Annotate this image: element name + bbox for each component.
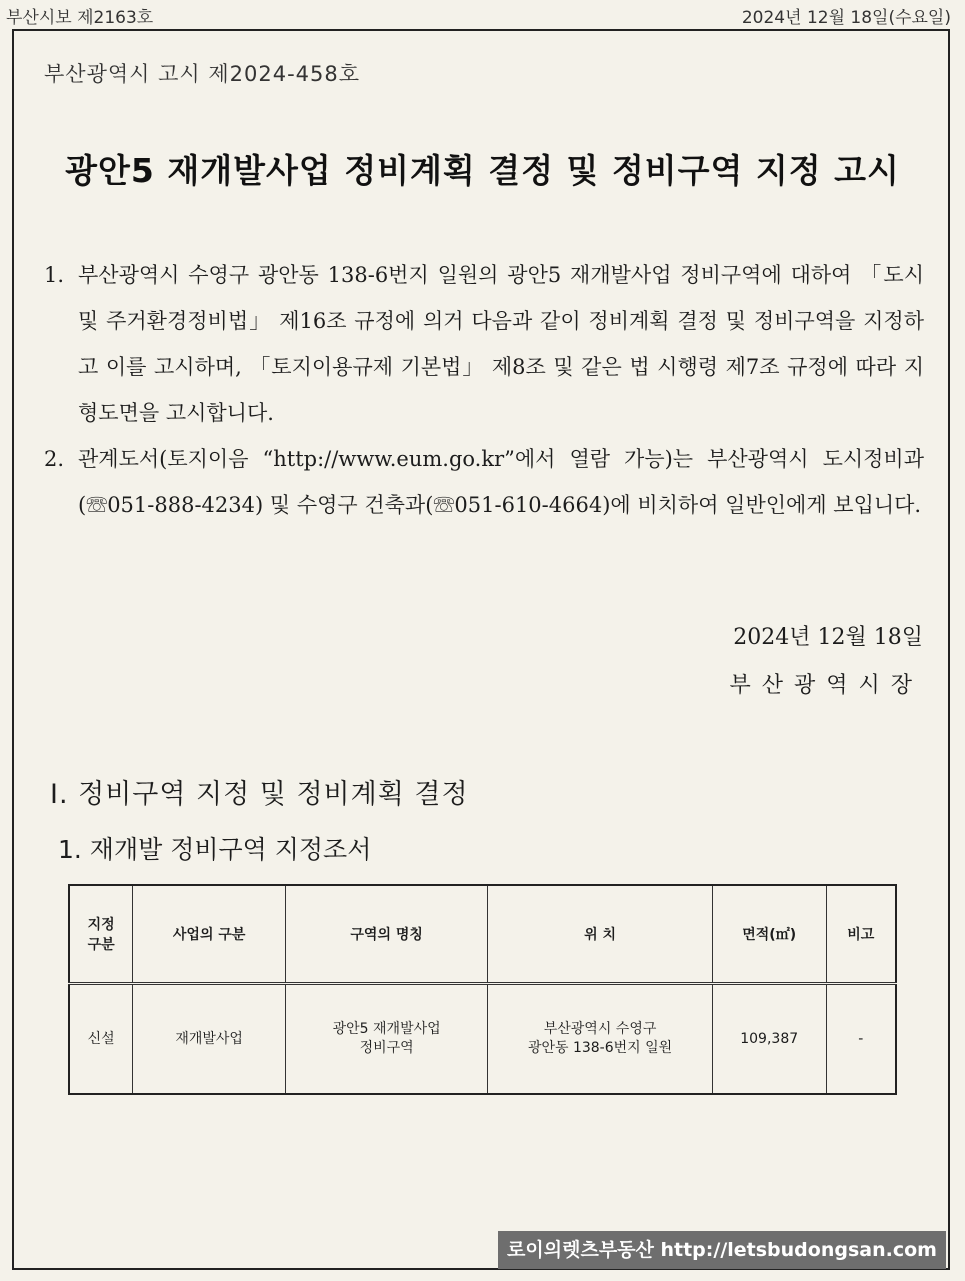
- cell-remarks: -: [826, 984, 896, 1095]
- table-header-row: [69, 885, 896, 984]
- zone-designation-table: [68, 884, 897, 1095]
- header-project-type: 사업의 구분: [133, 885, 286, 984]
- cell-designation-type: 신설: [69, 984, 133, 1095]
- paragraph-2: [44, 436, 924, 528]
- table-row: [69, 984, 896, 1095]
- header-remarks: 비고: [826, 885, 896, 984]
- notice-signer: 부산광역시장: [729, 673, 923, 698]
- header-area: 면적(㎡): [712, 885, 826, 984]
- paragraph-number: 1.: [44, 263, 65, 287]
- header-location: 위 치: [488, 885, 712, 984]
- notice-date: 2024년 12월 18일: [733, 625, 923, 650]
- paragraph-text: 관계도서(토지이음 “http://www.eum.go.kr”에서 열람 가능)는 부산광역시 도시정비과(☏051-888-4234) 및 수영구 건축과(☏051-610-4664)에 비치하여 일반인에게 보입니다.: [78, 447, 924, 517]
- header-designation-type: 지정 구분: [69, 885, 133, 984]
- gazette-issue: 부산시보 제2163호: [6, 8, 154, 28]
- watermark-banner: 로이의렛츠부동산 http://letsbudongsan.com: [498, 1231, 946, 1269]
- gazette-header: [0, 0, 965, 28]
- gazette-date: 2024년 12월 18일(수요일): [741, 8, 951, 28]
- section-title: Ⅰ. 정비구역 지정 및 정비계획 결정: [50, 779, 469, 810]
- cell-project-type: 재개발사업: [133, 984, 286, 1095]
- cell-zone-name: 광안5 재개발사업 정비구역: [285, 984, 487, 1095]
- notice-title: 광안5 재개발사업 정비계획 결정 및 정비구역 지정 고시: [65, 151, 900, 190]
- subsection-title: 1. 재개발 정비구역 지정조서: [58, 835, 372, 864]
- header-zone-name: 구역의 명칭: [285, 885, 487, 984]
- paragraph-text: 부산광역시 수영구 광안동 138-6번지 일원의 광안5 재개발사업 정비구역에 대하여 「도시 및 주거환경정비법」 제16조 규정에 의거 다음과 같이 정비계획 결정 및 정비구역을 지정하고 이를 고시하며, 「토지이용규제 기본법」 제8조 및 같은 법 시행령 제7조 규정에 따라 지형도면을 고시합니다.: [78, 263, 924, 425]
- paragraph-number: 2.: [44, 447, 65, 471]
- paragraph-1: [44, 252, 924, 436]
- cell-area: 109,387: [712, 984, 826, 1095]
- cell-location: 부산광역시 수영구 광안동 138-6번지 일원: [488, 984, 712, 1095]
- notice-number: 부산광역시 고시 제2024-458호: [44, 62, 361, 86]
